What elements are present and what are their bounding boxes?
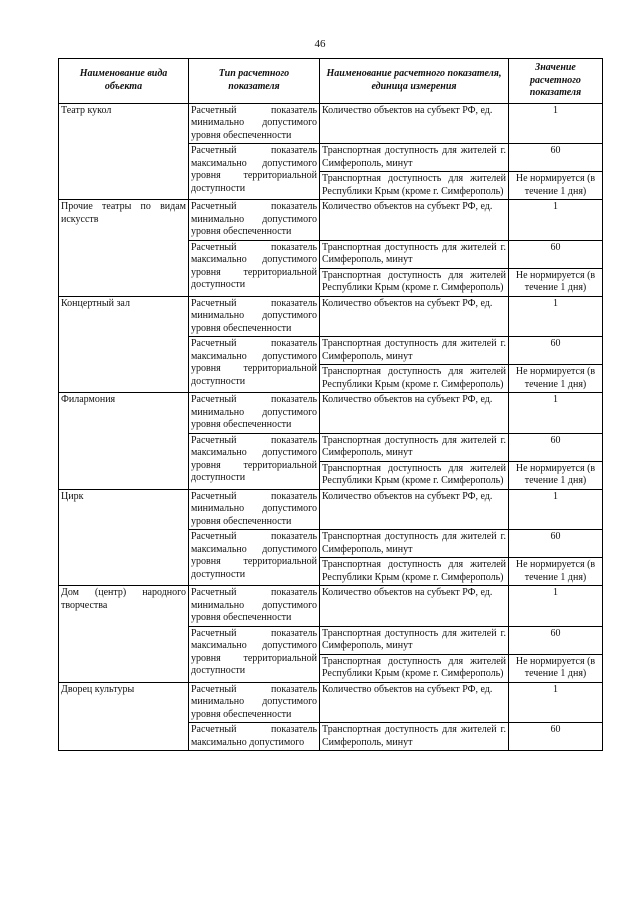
object-name: Прочие театры по видам искусств <box>59 200 189 297</box>
indicator-name-count: Количество объектов на субъект РФ, ед. <box>320 393 509 434</box>
indicator-type-max: Расчетный показатель максимально допустимого уровня территориальной доступности <box>189 433 320 489</box>
indicator-type-max: Расчетный показатель максимально допустимого уровня территориальной доступности <box>189 530 320 586</box>
indicator-value-transport-republic: Не нормируется (в течение 1 дня) <box>509 654 603 682</box>
indicator-name-transport-city: Транспортная доступность для жителей г. Симферополь, минут <box>320 433 509 461</box>
object-name: Концертный зал <box>59 296 189 393</box>
indicator-name-count: Количество объектов на субъект РФ, ед. <box>320 489 509 530</box>
indicator-value-transport-city: 60 <box>509 144 603 172</box>
indicator-type-min: Расчетный показатель минимально допустимого уровня обеспеченности <box>189 296 320 337</box>
table-row <box>59 393 603 434</box>
table-row <box>59 103 603 144</box>
table-row <box>59 586 603 627</box>
indicator-value-transport-city: 60 <box>509 337 603 365</box>
header-indicator-value: Значение расчетного показателя <box>509 59 603 104</box>
table-row <box>59 682 603 723</box>
indicator-value-transport-city: 60 <box>509 240 603 268</box>
page-number: 46 <box>314 38 326 50</box>
object-name: Театр кукол <box>59 103 189 200</box>
indicator-value-count: 1 <box>509 103 603 144</box>
indicator-name-transport-city: Транспортная доступность для жителей г. Симферополь, минут <box>320 626 509 654</box>
indicator-type-min: Расчетный показатель минимально допустимого уровня обеспеченности <box>189 393 320 434</box>
object-name: Цирк <box>59 489 189 586</box>
indicator-name-transport-city: Транспортная доступность для жителей г. Симферополь, минут <box>320 144 509 172</box>
indicator-name-transport-republic: Транспортная доступность для жителей Республики Крым (кроме г. Симферополь) <box>320 558 509 586</box>
indicator-name-transport-city: Транспортная доступность для жителей г. Симферополь, минут <box>320 530 509 558</box>
indicator-value-transport-city: 60 <box>509 723 603 751</box>
header-indicator-type: Тип расчетного показателя <box>189 59 320 104</box>
indicator-type-max: Расчетный показатель максимально допустимого уровня территориальной доступности <box>189 144 320 200</box>
indicator-name-transport-republic: Транспортная доступность для жителей Республики Крым (кроме г. Симферополь) <box>320 172 509 200</box>
indicator-type-min: Расчетный показатель минимально допустимого уровня обеспеченности <box>189 586 320 627</box>
indicator-name-count: Количество объектов на субъект РФ, ед. <box>320 296 509 337</box>
indicator-name-transport-republic: Транспортная доступность для жителей Республики Крым (кроме г. Симферополь) <box>320 654 509 682</box>
table-row <box>59 489 603 530</box>
indicator-name-transport-city: Транспортная доступность для жителей г. Симферополь, минут <box>320 723 509 751</box>
indicator-name-transport-city: Транспортная доступность для жителей г. Симферополь, минут <box>320 240 509 268</box>
indicator-type-max: Расчетный показатель максимально допустимого уровня территориальной доступности <box>189 626 320 682</box>
indicator-type-max: Расчетный показатель максимально допустимого уровня территориальной доступности <box>189 240 320 296</box>
object-name: Филармония <box>59 393 189 490</box>
indicator-name-count: Количество объектов на субъект РФ, ед. <box>320 200 509 241</box>
table-row <box>59 200 603 241</box>
indicator-name-transport-republic: Транспортная доступность для жителей Республики Крым (кроме г. Симферополь) <box>320 268 509 296</box>
indicator-value-count: 1 <box>509 296 603 337</box>
indicator-type-min: Расчетный показатель минимально допустимого уровня обеспеченности <box>189 489 320 530</box>
indicator-type-max-partial: Расчетный показатель максимально допустимого <box>189 723 320 751</box>
indicator-name-count: Количество объектов на субъект РФ, ед. <box>320 103 509 144</box>
indicator-type-min: Расчетный показатель минимально допустимого уровня обеспеченности <box>189 682 320 723</box>
indicator-value-transport-republic: Не нормируется (в течение 1 дня) <box>509 172 603 200</box>
indicator-name-transport-city: Транспортная доступность для жителей г. Симферополь, минут <box>320 337 509 365</box>
indicator-value-count: 1 <box>509 393 603 434</box>
object-name: Дворец культуры <box>59 682 189 751</box>
header-object-type: Наименование вида объекта <box>59 59 189 104</box>
indicator-value-count: 1 <box>509 489 603 530</box>
indicator-name-count: Количество объектов на субъект РФ, ед. <box>320 586 509 627</box>
indicator-value-transport-city: 60 <box>509 433 603 461</box>
indicator-value-count: 1 <box>509 586 603 627</box>
indicator-value-transport-city: 60 <box>509 626 603 654</box>
indicator-name-count: Количество объектов на субъект РФ, ед. <box>320 682 509 723</box>
indicator-value-transport-city: 60 <box>509 530 603 558</box>
indicator-name-transport-republic: Транспортная доступность для жителей Республики Крым (кроме г. Симферополь) <box>320 461 509 489</box>
indicator-value-transport-republic: Не нормируется (в течение 1 дня) <box>509 365 603 393</box>
indicator-type-min: Расчетный показатель минимально допустимого уровня обеспеченности <box>189 103 320 144</box>
norms-table <box>58 58 603 751</box>
indicator-type-max: Расчетный показатель максимально допустимого уровня территориальной доступности <box>189 337 320 393</box>
table-row <box>59 296 603 337</box>
object-name: Дом (центр) народного творчества <box>59 586 189 683</box>
indicator-value-count: 1 <box>509 200 603 241</box>
indicator-value-transport-republic: Не нормируется (в течение 1 дня) <box>509 558 603 586</box>
indicator-value-transport-republic: Не нормируется (в течение 1 дня) <box>509 461 603 489</box>
indicator-value-transport-republic: Не нормируется (в течение 1 дня) <box>509 268 603 296</box>
indicator-type-min: Расчетный показатель минимально допустимого уровня обеспеченности <box>189 200 320 241</box>
indicator-name-transport-republic: Транспортная доступность для жителей Республики Крым (кроме г. Симферополь) <box>320 365 509 393</box>
table-header-row <box>59 59 603 104</box>
indicator-value-count: 1 <box>509 682 603 723</box>
header-indicator-name: Наименование расчетного показателя, единица измерения <box>320 59 509 104</box>
